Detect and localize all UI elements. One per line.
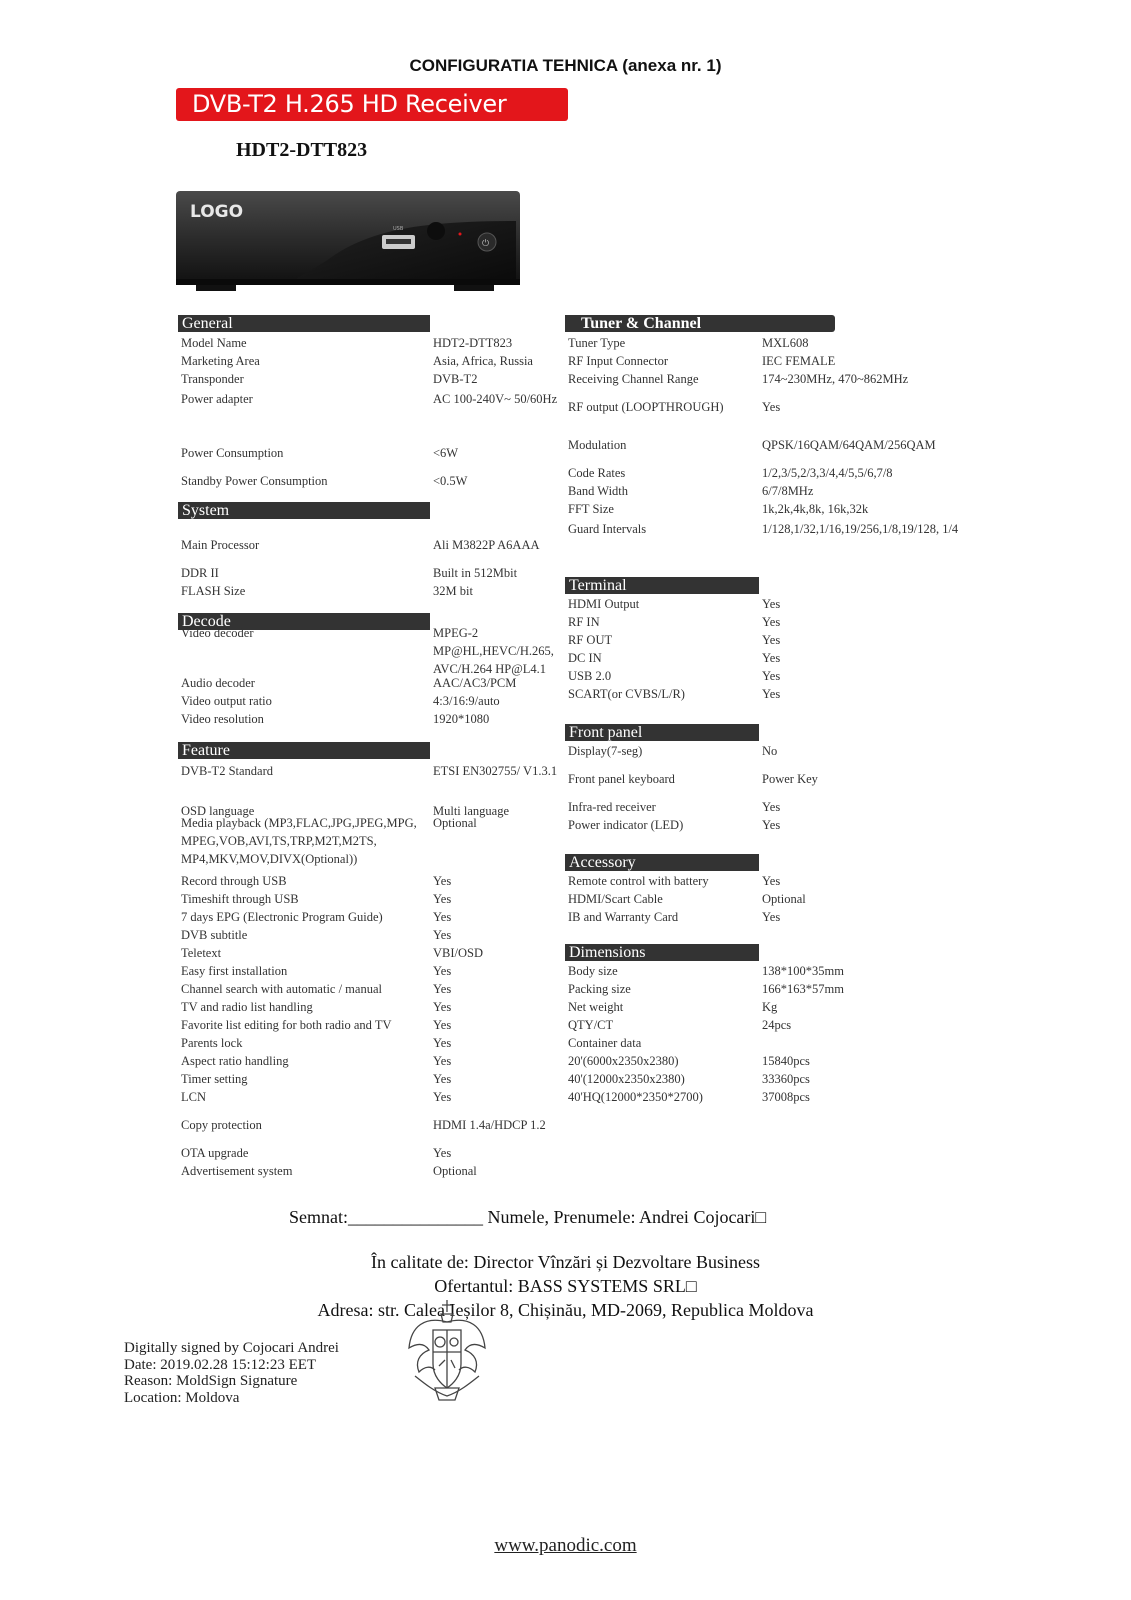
- spec-value-rf-output-loopthrough: Yes: [762, 400, 781, 414]
- spec-value-ddr-ii: Built in 512Mbit: [433, 566, 518, 580]
- spec-label-timeshift-through-usb: Timeshift through USB: [181, 892, 299, 906]
- spec-value-7-days-epg-electronic-program-guide: Yes: [433, 910, 452, 924]
- section-header-decode: Decode: [178, 613, 430, 630]
- bidder-line: Ofertantul: BASS SYSTEMS SRL□: [434, 1276, 697, 1296]
- spec-value-main-processor: Ali M3822P A6AAA: [433, 538, 540, 552]
- spec-label-7-days-epg-electronic-program-guide: 7 days EPG (Electronic Program Guide): [181, 910, 383, 924]
- spec-label-rf-input-connector: RF Input Connector: [568, 354, 668, 368]
- spec-label-hdmi-output: HDMI Output: [568, 597, 640, 611]
- spec-value-timeshift-through-usb: Yes: [433, 892, 452, 906]
- spec-label-aspect-ratio-handling: Aspect ratio handling: [181, 1054, 289, 1068]
- moldova-coat-of-arms-icon: [405, 1296, 489, 1404]
- spec-label-20-6000x2350x2380: 20'(6000x2350x2380): [568, 1054, 679, 1068]
- section-header-general: General: [178, 315, 430, 332]
- spec-value-fft-size: 1k,2k,4k,8k, 16k,32k: [762, 502, 869, 516]
- spec-label-easy-first-installation: Easy first installation: [181, 964, 288, 978]
- section-header-feature: Feature: [178, 742, 430, 759]
- spec-label-dvb-subtitle: DVB subtitle: [181, 928, 248, 942]
- spec-label-qty-ct: QTY/CT: [568, 1018, 614, 1032]
- spec-value-channel-search-with-automatic-manual: Yes: [433, 982, 452, 996]
- section-header-front-panel: Front panel: [565, 724, 759, 741]
- spec-label-timer-setting: Timer setting: [181, 1072, 248, 1086]
- spec-label-copy-protection: Copy protection: [181, 1118, 262, 1132]
- spec-value-ib-and-warranty-card: Yes: [762, 910, 781, 924]
- spec-label-record-through-usb: Record through USB: [181, 874, 287, 888]
- spec-value-scart-or-cvbs-l-r: Yes: [762, 687, 781, 701]
- spec-value-guard-intervals: 1/128,1/32,1/16,19/256,1/8,19/128, 1/4: [762, 522, 959, 536]
- spec-label-front-panel-keyboard: Front panel keyboard: [568, 772, 675, 786]
- spec-value-easy-first-installation: Yes: [433, 964, 452, 978]
- spec-value-media-playback-mp3-flac-jpg-jpeg-mpg-mpe: Optional: [433, 816, 477, 830]
- spec-value-hdmi-scart-cable: Optional: [762, 892, 806, 906]
- spec-label-receiving-channel-range: Receiving Channel Range: [568, 372, 699, 386]
- spec-value-packing-size: 166*163*57mm: [762, 982, 844, 996]
- spec-value-advertisement-system: Optional: [433, 1164, 477, 1178]
- spec-label-media-playback-mp3-flac-jpg-jpeg-mpg-mpe: Media playback (MP3,FLAC,JPG,JPEG,MPG, MPEG,VOB,AVI,TS,TRP,M2T,M2TS, MP4,MKV,MOV,DIVX(Optional)): [181, 816, 417, 866]
- spec-label-fft-size: FFT Size: [568, 502, 614, 516]
- digital-signature-location: Location: Moldova: [124, 1389, 240, 1406]
- website-link[interactable]: www.panodic.com: [494, 1535, 637, 1556]
- spec-label-net-weight: Net weight: [568, 1000, 624, 1014]
- spec-value-display-7-seg: No: [762, 744, 778, 758]
- spec-label-osd-language: OSD language: [181, 804, 255, 818]
- spec-value-parents-lock: Yes: [433, 1036, 452, 1050]
- spec-label-band-width: Band Width: [568, 484, 629, 498]
- spec-label-ib-and-warranty-card: IB and Warranty Card: [568, 910, 679, 924]
- spec-label-teletext: Teletext: [181, 946, 222, 960]
- spec-value-power-consumption: <6W: [433, 446, 459, 460]
- spec-label-rf-in: RF IN: [568, 615, 600, 629]
- spec-label-video-decoder: Video decoder: [181, 626, 254, 640]
- spec-label-tuner-type: Tuner Type: [568, 336, 626, 350]
- spec-value-usb-2-0: Yes: [762, 669, 781, 683]
- spec-value-audio-decoder: AAC/AC3/PCM: [433, 676, 517, 690]
- digital-signature-block: [124, 1340, 339, 1406]
- digital-signature-date: Date: 2019.02.28 15:12:23 EET: [124, 1356, 317, 1373]
- document-title: CONFIGURATIA TEHNICA (anexa nr. 1): [409, 56, 722, 75]
- spec-value-teletext: VBI/OSD: [433, 946, 484, 960]
- spec-label-parents-lock: Parents lock: [181, 1036, 243, 1050]
- position-line: În calitate de: Director Vînzări și Dezvoltare Business: [370, 1252, 761, 1272]
- spec-value-remote-control-with-battery: Yes: [762, 874, 781, 888]
- spec-label-guard-intervals: Guard Intervals: [568, 522, 647, 536]
- spec-value-marketing-area: Asia, Africa, Russia: [433, 354, 533, 368]
- spec-label-dvb-t2-standard: DVB-T2 Standard: [181, 764, 273, 778]
- spec-label-usb-2-0: USB 2.0: [568, 669, 612, 683]
- spec-value-receiving-channel-range: 174~230MHz, 470~862MHz: [762, 372, 909, 386]
- spec-label-infra-red-receiver: Infra-red receiver: [568, 800, 656, 814]
- spec-label-lcn: LCN: [181, 1090, 206, 1104]
- spec-value-lcn: Yes: [433, 1090, 452, 1104]
- spec-label-main-processor: Main Processor: [181, 538, 260, 552]
- spec-label-remote-control-with-battery: Remote control with battery: [568, 874, 709, 888]
- spec-value-code-rates: 1/2,3/5,2/3,3/4,4/5,5/6,7/8: [762, 466, 893, 480]
- spec-value-transponder: DVB-T2: [433, 372, 478, 386]
- spec-value-favorite-list-editing-for-both-radio-and: Yes: [433, 1018, 452, 1032]
- spec-label-dc-in: DC IN: [568, 651, 602, 665]
- digital-signature-reason: Reason: MoldSign Signature: [124, 1373, 298, 1389]
- spec-label-container-data: Container data: [568, 1036, 642, 1050]
- product-banner: DVB-T2 H.265 HD Receiver: [176, 88, 568, 121]
- spec-label-display-7-seg: Display(7-seg): [568, 744, 643, 758]
- spec-value-dvb-t2-standard: ETSI EN302755/ V1.3.1: [433, 764, 558, 778]
- spec-label-advertisement-system: Advertisement system: [181, 1164, 293, 1178]
- spec-label-ota-upgrade: OTA upgrade: [181, 1146, 249, 1160]
- spec-label-channel-search-with-automatic-manual: Channel search with automatic / manual: [181, 982, 382, 996]
- spec-value-video-decoder: MPEG-2 MP@HL,HEVC/H.265, AVC/H.264 HP@L4.1: [433, 626, 554, 676]
- spec-label-body-size: Body size: [568, 964, 618, 978]
- signature-line: Semnat:_______________ Numele, Prenumele: Andrei Cojocari□: [289, 1207, 767, 1227]
- spec-value-40-hq-12000-2350-2700: 37008pcs: [762, 1090, 810, 1104]
- spec-value-record-through-usb: Yes: [433, 874, 452, 888]
- spec-label-power-adapter: Power adapter: [181, 392, 253, 406]
- spec-value-osd-language: Multi language: [433, 804, 510, 818]
- spec-value-power-indicator-led: Yes: [762, 818, 781, 832]
- spec-value-rf-input-connector: IEC FEMALE: [762, 354, 836, 368]
- spec-label-rf-output-loopthrough: RF output (LOOPTHROUGH): [568, 400, 724, 414]
- spec-value-ota-upgrade: Yes: [433, 1146, 452, 1160]
- spec-label-modulation: Modulation: [568, 438, 627, 452]
- spec-label-packing-size: Packing size: [568, 982, 631, 996]
- spec-value-dvb-subtitle: Yes: [433, 928, 452, 942]
- spec-value-tuner-type: MXL608: [762, 336, 809, 350]
- spec-value-infra-red-receiver: Yes: [762, 800, 781, 814]
- section-header-dimensions: Dimensions: [565, 944, 759, 961]
- spec-value-band-width: 6/7/8MHz: [762, 484, 814, 498]
- spec-label-flash-size: FLASH Size: [181, 584, 246, 598]
- spec-value-body-size: 138*100*35mm: [762, 964, 844, 978]
- spec-value-modulation: QPSK/16QAM/64QAM/256QAM: [762, 438, 936, 452]
- spec-value-copy-protection: HDMI 1.4a/HDCP 1.2: [433, 1118, 546, 1132]
- section-header-terminal: Terminal: [565, 577, 759, 594]
- model-heading: HDT2-DTT823: [236, 139, 368, 161]
- spec-value-flash-size: 32M bit: [433, 584, 473, 598]
- spec-value-dc-in: Yes: [762, 651, 781, 665]
- spec-value-20-6000x2350x2380: 15840pcs: [762, 1054, 810, 1068]
- spec-label-audio-decoder: Audio decoder: [181, 676, 255, 690]
- digital-signature-signer: Digitally signed by Cojocari Andrei: [124, 1340, 339, 1356]
- spec-label-power-consumption: Power Consumption: [181, 446, 284, 460]
- spec-label-standby-power-consumption: Standby Power Consumption: [181, 474, 328, 488]
- spec-value-qty-ct: 24pcs: [762, 1018, 792, 1032]
- spec-label-hdmi-scart-cable: HDMI/Scart Cable: [568, 892, 663, 906]
- spec-label-favorite-list-editing-for-both-radio-and: Favorite list editing for both radio and TV: [181, 1018, 392, 1032]
- spec-label-marketing-area: Marketing Area: [181, 354, 260, 368]
- spec-label-model-name: Model Name: [181, 336, 247, 350]
- spec-value-40-12000x2350x2380: 33360pcs: [762, 1072, 810, 1086]
- spec-value-video-output-ratio: 4:3/16:9/auto: [433, 694, 500, 708]
- receiver-device-image: [176, 191, 520, 300]
- spec-value-model-name: HDT2-DTT823: [433, 336, 513, 350]
- spec-label-video-resolution: Video resolution: [181, 712, 264, 726]
- spec-value-video-resolution: 1920*1080: [433, 712, 490, 726]
- svg-text:USB: USB: [393, 226, 404, 232]
- spec-value-timer-setting: Yes: [433, 1072, 452, 1086]
- spec-value-standby-power-consumption: <0.5W: [433, 474, 468, 488]
- svg-text:LOGO: LOGO: [190, 202, 244, 222]
- spec-label-video-output-ratio: Video output ratio: [181, 694, 272, 708]
- spec-label-40-hq-12000-2350-2700: 40'HQ(12000*2350*2700): [568, 1090, 703, 1104]
- svg-text:⏻: ⏻: [482, 239, 490, 249]
- spec-value-net-weight: Kg: [762, 1000, 778, 1014]
- spec-label-power-indicator-led: Power indicator (LED): [568, 818, 684, 832]
- spec-label-transponder: Transponder: [181, 372, 244, 386]
- spec-label-tv-and-radio-list-handling: TV and radio list handling: [181, 1000, 313, 1014]
- spec-value-rf-out: Yes: [762, 633, 781, 647]
- section-header-tuner-channel: Tuner & Channel: [565, 315, 835, 332]
- spec-value-tv-and-radio-list-handling: Yes: [433, 1000, 452, 1014]
- spec-label-rf-out: RF OUT: [568, 633, 613, 647]
- spec-value-rf-in: Yes: [762, 615, 781, 629]
- section-header-accessory: Accessory: [565, 854, 759, 871]
- spec-value-hdmi-output: Yes: [762, 597, 781, 611]
- section-header-system: System: [178, 502, 430, 519]
- spec-label-code-rates: Code Rates: [568, 466, 626, 480]
- spec-value-front-panel-keyboard: Power Key: [762, 772, 818, 786]
- spec-label-ddr-ii: DDR II: [181, 566, 219, 580]
- spec-label-scart-or-cvbs-l-r: SCART(or CVBS/L/R): [568, 687, 685, 701]
- spec-value-aspect-ratio-handling: Yes: [433, 1054, 452, 1068]
- spec-label-40-12000x2350x2380: 40'(12000x2350x2380): [568, 1072, 685, 1086]
- spec-value-power-adapter: AC 100-240V~ 50/60Hz: [433, 392, 558, 406]
- address-line: Adresa: str. Calea Ieșilor 8, Chișinău, MD-2069, Republica Moldova: [317, 1300, 814, 1320]
